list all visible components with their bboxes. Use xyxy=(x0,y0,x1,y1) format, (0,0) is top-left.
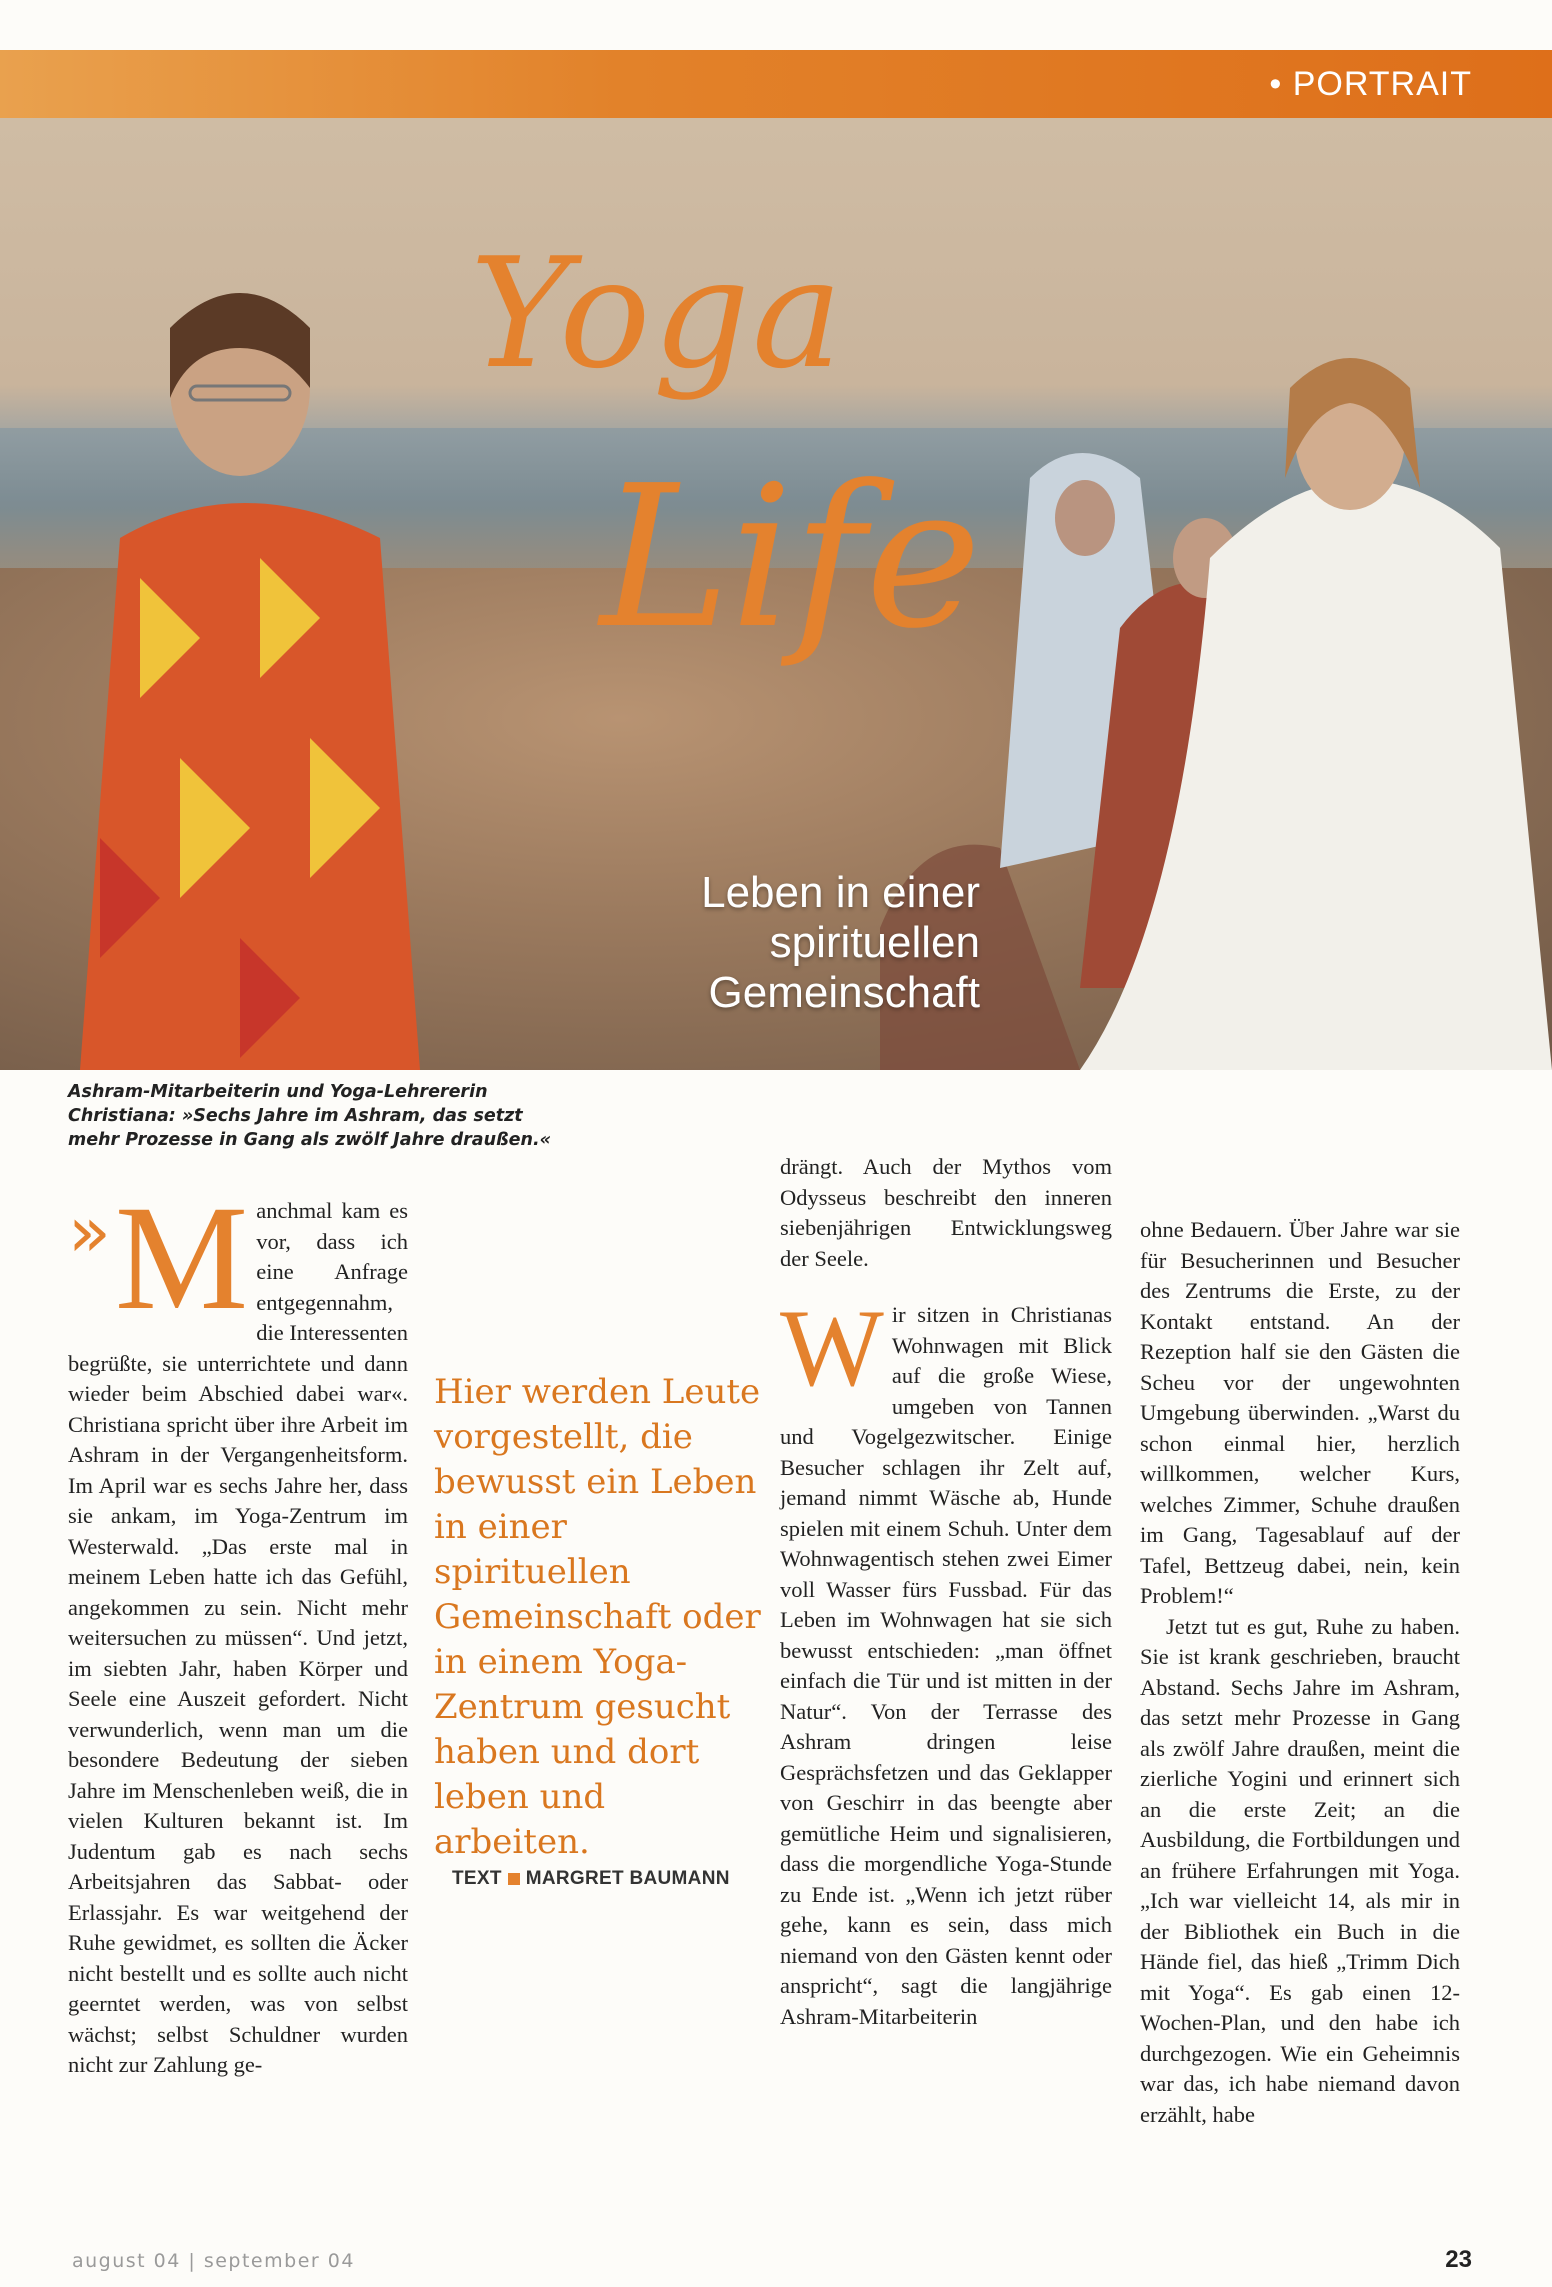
credit-author: MARGRET BAUMANN xyxy=(525,1868,730,1889)
article-column-3 xyxy=(780,1152,1112,2032)
title-yoga: Yoga xyxy=(470,225,845,402)
author-credit xyxy=(452,1868,730,1890)
article-column-4 xyxy=(1140,1215,1460,2130)
subtitle-line: Gemeinschaft xyxy=(708,968,980,1017)
column3-para1: drängt. Auch der Mythos vom Odysseus beschreibt den inneren siebenjährigen Entwicklungsweg der Seele. xyxy=(780,1154,1112,1271)
subtitle-line: spirituellen xyxy=(769,918,980,967)
opening-quote-mark: » xyxy=(68,1191,111,1273)
column3-para2: ir sitzen in Christianas Wohnwagen mit Blick auf die große Wiese, umgeben von Tannen und Vogelgezwitscher. Einige Besucher schlagen ihr Zelt auf, jemand nimmt Wäsche ab, Hunde spielen mit einem Schuh. Unter dem Wohnwagentisch stehen zwei Eimer voll Wasser fürs Fussbad. Für das Leben im Wohnwagen hat sie sich bewusst entschieden: „man öffnet einfach die Tür und ist mitten in der Natur“. Von der Terrasse des Ashram dringen leise Gesprächsfetzen und das Geklapper von Geschirr in das beengte aber gemütliche Heim und signalisieren, dass die morgendliche Yoga-Stunde zu Ende ist. „Wenn ich jetzt rüber gehe, kann es sein, dass mich niemand von den Gästen kennt oder anspricht“, sagt die langjährige Ashram-Mitarbeiterin xyxy=(780,1302,1112,2029)
article-column-1 xyxy=(68,1175,409,2196)
drop-cap-group xyxy=(68,1175,249,1341)
section-label: • PORTRAIT xyxy=(1269,65,1472,103)
photo-caption: Ashram-Mitarbeiterin und Yoga-Lehrererin Christiana: »Sechs Jahre im Ashram, das setzt mehr Prozesse in Gang als zwölf Jahre draußen.« xyxy=(68,1082,552,1150)
drop-cap-w: W xyxy=(780,1287,884,1409)
column4-para2: Jetzt tut es gut, Ruhe zu haben. Sie ist krank geschrieben, braucht Abstand. Sechs Jahre im Ashram, das setzt mehr Prozesse in Gang als zwölf Jahre draußen, meint die zierliche Yogini und erinnert sich an die erste Zeit; an die Ausbildung, die Fortbildungen und an frühere Erfahrungen mit Yoga. „Ich war vielleicht 14, als mir in der Bibliothek ein Buch in die Hände fiel, das hieß „Trimm Dich mit Yoga“. Es gab einen 12-Wochen-Plan, und den habe ich durchgezogen. Wie ein Geheimnis war das, ich habe niemand davon erzählt, habe xyxy=(1140,1613,1460,2127)
column4-para1: ohne Bedauern. Über Jahre war sie für Besucherinnen und Besucher des Zentrums die Erste, zu der Kontakt entstand. An der Rezeption half sie den Gästen die Scheu vor der ungewohnten Umgebung überwinden. „Warst du schon einmal hier, herzlich willkommen, welcher Kurs, welches Zimmer, Schuhe draußen im Gang, Tagesablauf auf der Tafel, Bettzeug dabei, nein, kein Problem!“ xyxy=(1140,1217,1460,1608)
column3-para2-wrap xyxy=(780,1287,1112,2032)
drop-cap-m: M xyxy=(114,1175,249,1341)
pull-quote: Hier werden Leute vorgestellt, die bewusst ein Leben in einer spirituellen Gemeinschaft oder in einem Yoga-Zentrum gesucht haben und dort leben und arbeiten. xyxy=(434,1372,761,1862)
hero-subtitle xyxy=(500,868,980,1018)
footer-issue: august 04 | september 04 xyxy=(72,2250,355,2272)
subtitle-line: Leben in einer xyxy=(701,868,980,917)
photo-woman-in-blanket xyxy=(80,238,440,1070)
credit-square-icon xyxy=(508,1873,520,1885)
credit-label: TEXT xyxy=(452,1868,502,1889)
title-life: Life xyxy=(600,444,982,672)
page-number: 23 xyxy=(1445,2246,1472,2273)
column1-text: anchmal kam es vor, dass ich eine Anfrage entgegennahm, die Interessenten begrüßte, sie unterrichtete und dann wieder beim Abschied dabei war«. Christiana spricht über ihre Arbeit im Ashram in der Vergangenheitsform. Im April war es sechs Jahre her, dass sie ankam, im Yoga-Zentrum im Westerwald. „Das erste mal in meinem Leben hatte ich das Gefühl, angekommen zu sein. Nicht mehr weitersuchen zu müssen“. Und jetzt, im siebten Jahr, haben Körper und Seele eine Auszeit gefordert. Nicht verwunderlich, wenn man um die besondere Bedeutung der sieben Jahre im Menschenleben weiß, die in vielen Kulturen bekannt ist. Im Judentum gab es nach sechs Arbeitsjahren das Sabbat- oder Erlassjahr. Es war weitgehend der Ruhe gewidmet, es sollten die Äcker nicht bestellt und es sollte auch nicht geerntet werden, was von selbst wächst; selbst Schuldner wurden nicht zur Zahlung ge- xyxy=(68,1198,409,2077)
